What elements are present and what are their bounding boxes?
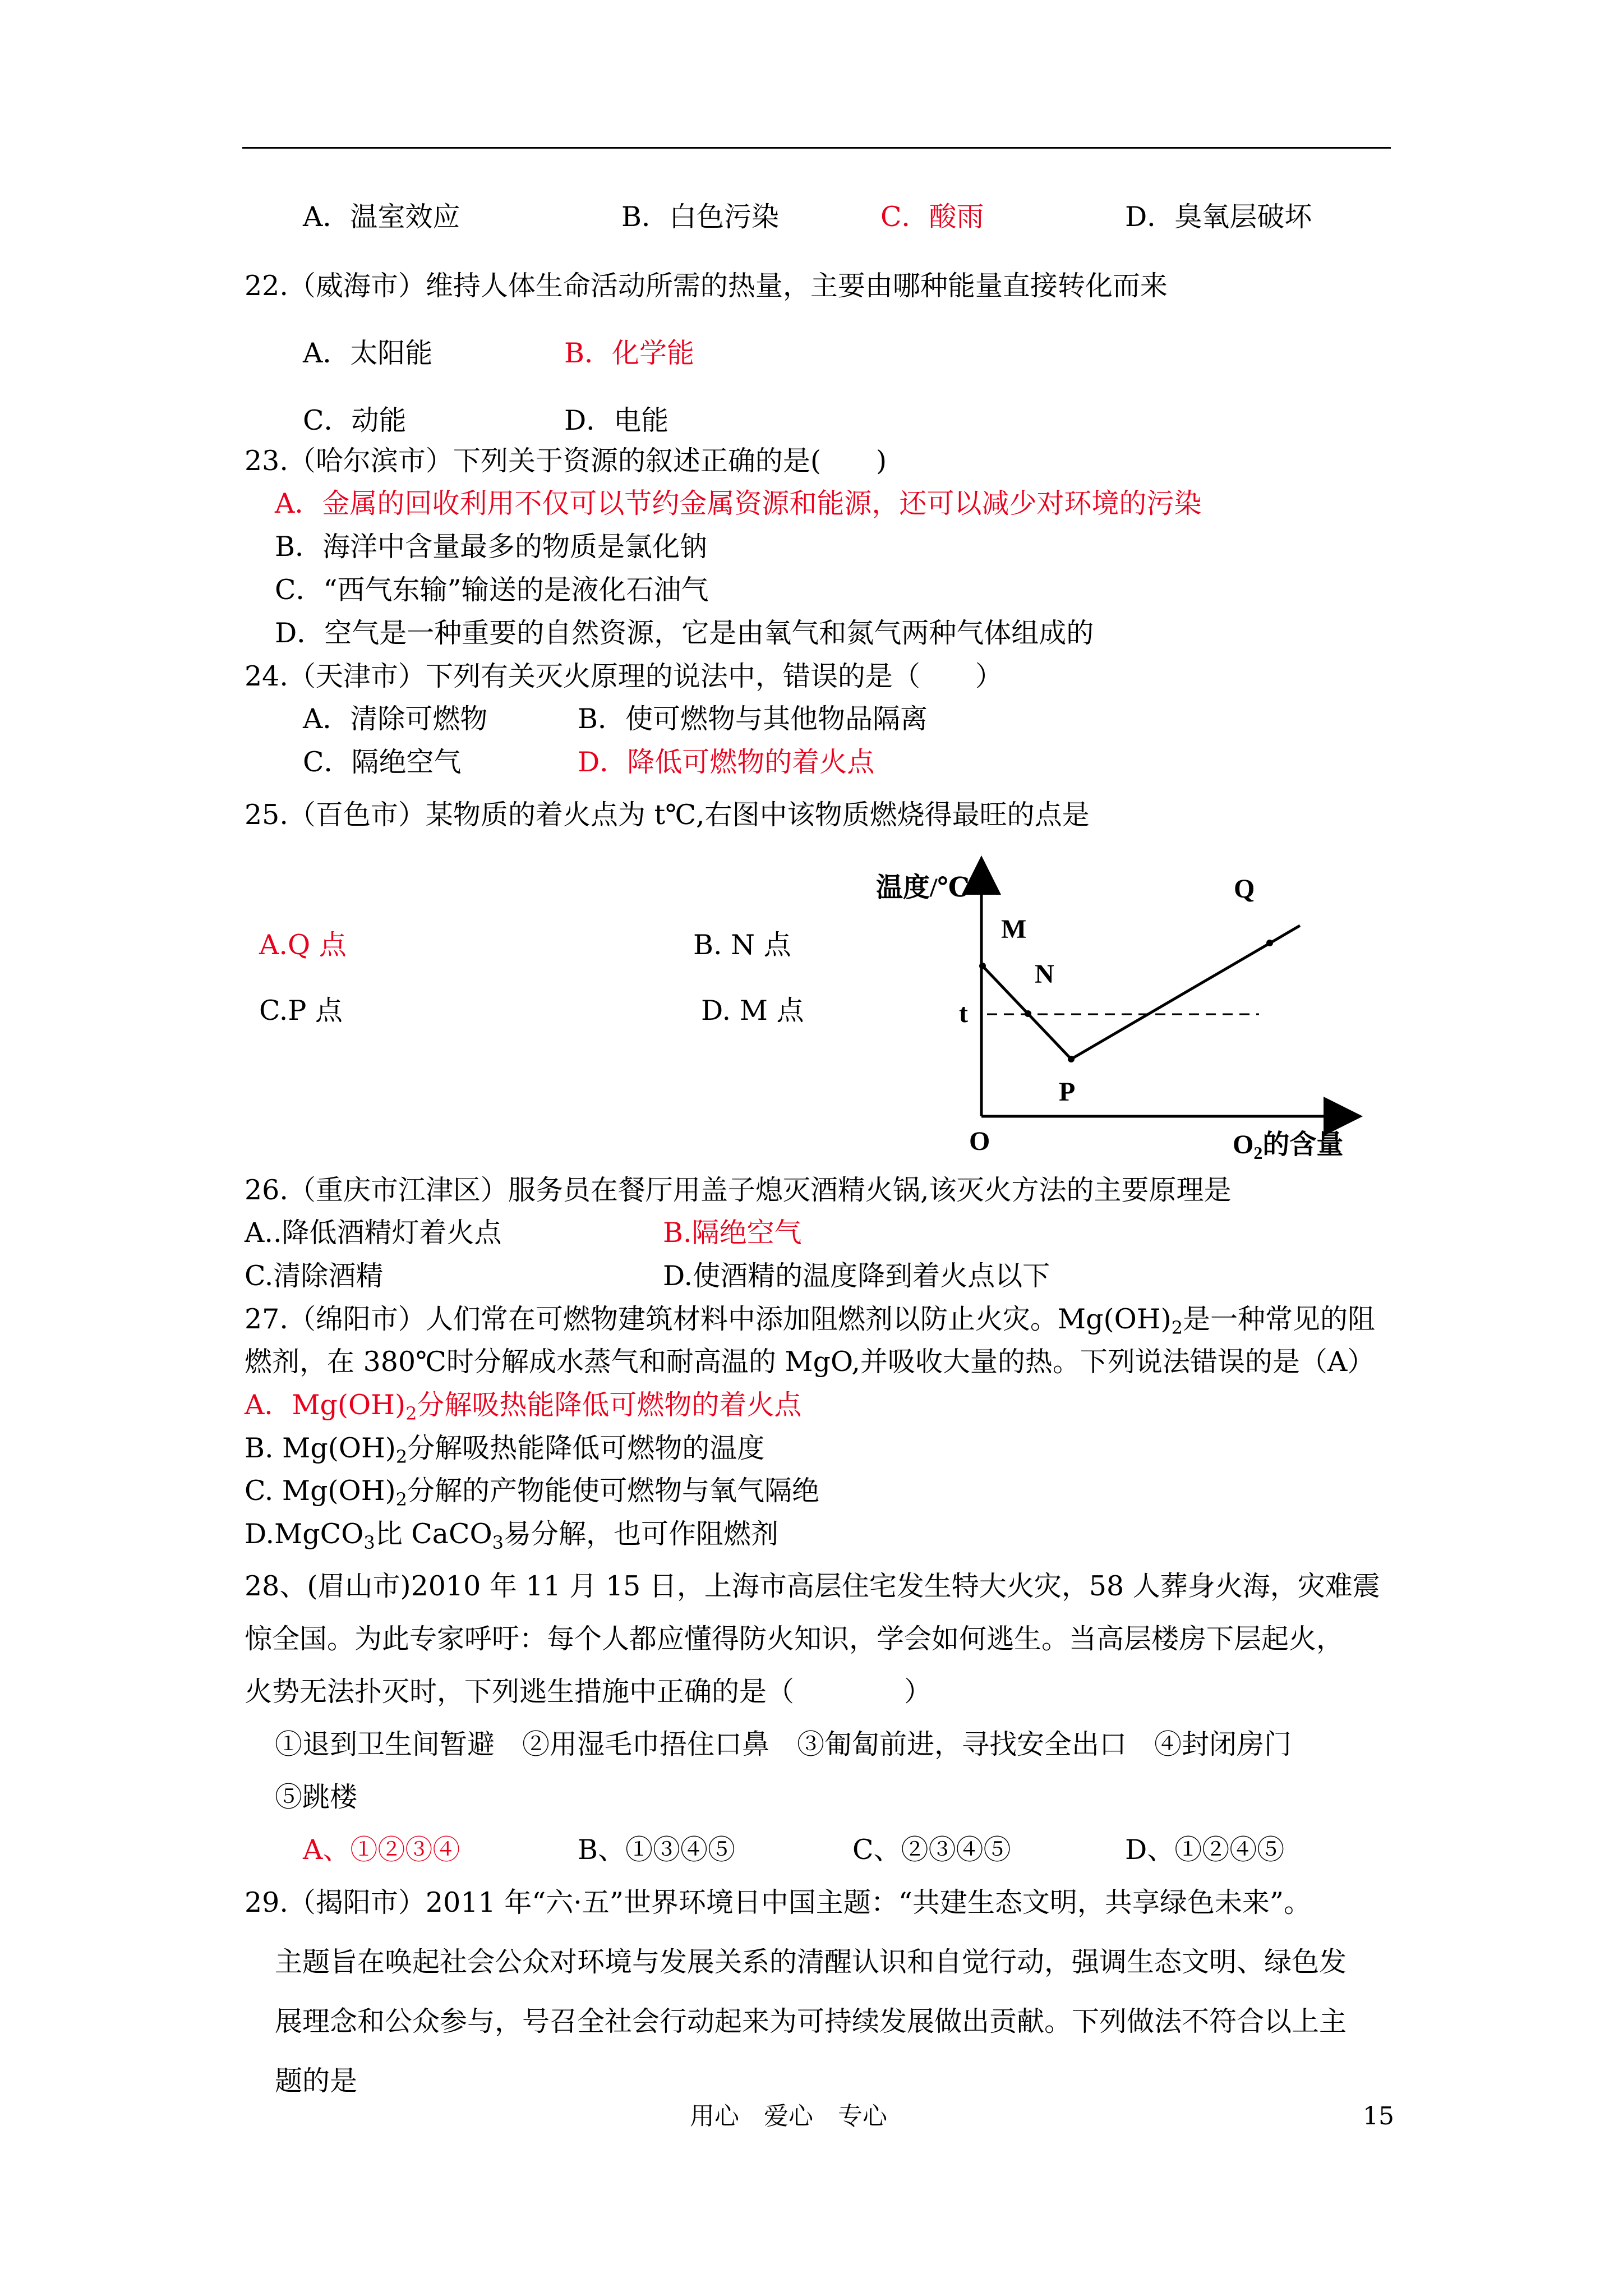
- q26-option-d: D.使酒精的温度降到着火点以下: [663, 1260, 1050, 1292]
- y-axis-label: 温度/℃: [876, 873, 970, 903]
- q29-stem-line1: 29.（揭阳市）2011 年“六·五”世界环境日中国主题：“共建生态文明，共享绿色未来”。: [245, 1887, 1311, 1918]
- q25-option-b: B. N 点: [693, 929, 791, 961]
- q27-option-d: D.MgCO$_3$比 CaCO$_3$易分解，也可作阻燃剂: [245, 1518, 779, 1553]
- q25-option-c: C.P 点: [259, 995, 343, 1027]
- q24-stem: 24.（天津市）下列有关灭火原理的说法中，错误的是（ ）: [245, 660, 1003, 692]
- point-n: [1025, 1010, 1031, 1017]
- q27-option-b: B. $Mg(OH)_2$分解吸热能降低可燃物的温度: [245, 1432, 765, 1467]
- q21-option-b: B．白色污染: [621, 201, 780, 233]
- q23-option-d: D．空气是一种重要的自然资源，它是由氧气和氮气两种气体组成的: [275, 617, 1094, 649]
- x-axis-label-sub: 2: [1253, 1143, 1263, 1163]
- q23-option-c: C．“西气东输”输送的是液化石油气: [275, 574, 709, 606]
- footer-motto: 用心 爱心 专心: [690, 2102, 887, 2131]
- q27-stem-line2: 燃剂，在 380℃时分解成水蒸气和耐高温的 MgO,并吸收大量的热。下列说法错误的是（A）: [245, 1346, 1375, 1378]
- q24-option-d-answer: D．降低可燃物的着火点: [578, 746, 875, 778]
- label-n: N: [1035, 959, 1054, 989]
- q28-stem-line1: 28、(眉山市)2010 年 11 月 15 日，上海市高层住宅发生特大火灾，58 人葬身火海，灾难震: [245, 1570, 1380, 1602]
- q28-option-c: C、②③④⑤: [852, 1834, 1011, 1866]
- label-t: t: [959, 999, 968, 1028]
- q29-stem-line3: 展理念和公众参与，号召全社会行动起来为可持续发展做出贡献。下列做法不符合以上主: [275, 2005, 1347, 2037]
- q25-stem: 25.（百色市）某物质的着火点为 t℃,右图中该物质燃烧得最旺的点是: [245, 799, 1090, 831]
- q28-stem-line2: 惊全国。为此专家呼吁：每个人都应懂得防火知识，学会如何逃生。当高层楼房下层起火，: [245, 1623, 1344, 1655]
- q23-option-b: B．海洋中含量最多的物质是氯化钠: [275, 531, 708, 563]
- q26-option-b-answer: B.隔绝空气: [663, 1217, 802, 1249]
- temperature-curve: [983, 926, 1300, 1059]
- q26-stem: 26.（重庆市江津区）服务员在餐厅用盖子熄灭酒精火锅,该灭火方法的主要原理是: [245, 1174, 1232, 1206]
- q28-stem-line3: 火势无法扑灭时，下列逃生措施中正确的是（ ）: [245, 1676, 932, 1708]
- q25-option-d: D. M 点: [701, 995, 804, 1027]
- point-q: [1266, 940, 1273, 946]
- q22-option-b-answer: B．化学能: [564, 337, 695, 369]
- page-number: 15: [1363, 2102, 1394, 2131]
- label-m: M: [1001, 914, 1027, 944]
- q28-item5: ⑤跳楼: [275, 1781, 358, 1813]
- x-axis-label-o: O: [1233, 1130, 1254, 1159]
- q29-stem-line4: 题的是: [275, 2065, 358, 2097]
- q27-stem-line1: 27.（绵阳市）人们常在可燃物建筑材料中添加阻燃剂以防止火灾。$Mg(OH)_2$是一种常见的阻: [245, 1303, 1375, 1338]
- q24-option-c: C．隔绝空气: [303, 746, 462, 778]
- q25-option-a-answer: A.Q 点: [259, 929, 347, 961]
- q28-items: ①退到卫生间暂避 ②用湿毛巾捂住口鼻 ③匍匐前进，寻找安全出口 ④封闭房门: [275, 1728, 1292, 1760]
- q28-option-a-answer: A、①②③④: [303, 1834, 460, 1866]
- x-axis-label-rest: 的含量: [1262, 1130, 1344, 1159]
- q21-option-d: D．臭氧层破坏: [1125, 201, 1312, 233]
- q22-option-a: A．太阳能: [303, 337, 433, 369]
- q22-option-d: D．电能: [564, 404, 669, 436]
- label-q: Q: [1234, 874, 1255, 904]
- label-p: P: [1059, 1077, 1076, 1107]
- q27-option-a-answer: A．$Mg(OH)_2$分解吸热能降低可燃物的着火点: [245, 1389, 802, 1424]
- q28-option-d: D、①②④⑤: [1125, 1834, 1285, 1866]
- q24-option-a: A．清除可燃物: [303, 703, 488, 735]
- q21-option-a: A．温室效应: [303, 201, 460, 233]
- q21-option-c-answer: C．酸雨: [880, 201, 984, 233]
- q23-option-a-answer: A．金属的回收利用不仅可以节约金属资源和能源，还可以减少对环境的污染: [275, 487, 1202, 519]
- q27-option-c: C. $Mg(OH)_2$分解的产物能使可燃物与氧气隔绝: [245, 1475, 819, 1510]
- q26-option-a: A..降低酒精灯着火点: [245, 1217, 502, 1249]
- point-p: [1068, 1056, 1075, 1062]
- q24-option-b: B．使可燃物与其他物品隔离: [578, 703, 928, 735]
- q29-stem-line2: 主题旨在唤起社会公众对环境与发展关系的清醒认识和自觉行动，强调生态文明、绿色发: [275, 1946, 1347, 1978]
- q22-stem: 22.（威海市）维持人体生命活动所需的热量，主要由哪种能量直接转化而来: [245, 270, 1168, 302]
- q22-option-c: C．动能: [303, 404, 407, 436]
- point-m: [979, 963, 986, 969]
- q28-option-b: B、①③④⑤: [578, 1834, 736, 1866]
- q26-option-c: C.清除酒精: [245, 1260, 384, 1292]
- x-axis-label: [1233, 1130, 1343, 1163]
- label-origin: O: [969, 1126, 990, 1156]
- q23-stem: 23.（哈尔滨市）下列关于资源的叙述正确的是( ): [245, 445, 887, 477]
